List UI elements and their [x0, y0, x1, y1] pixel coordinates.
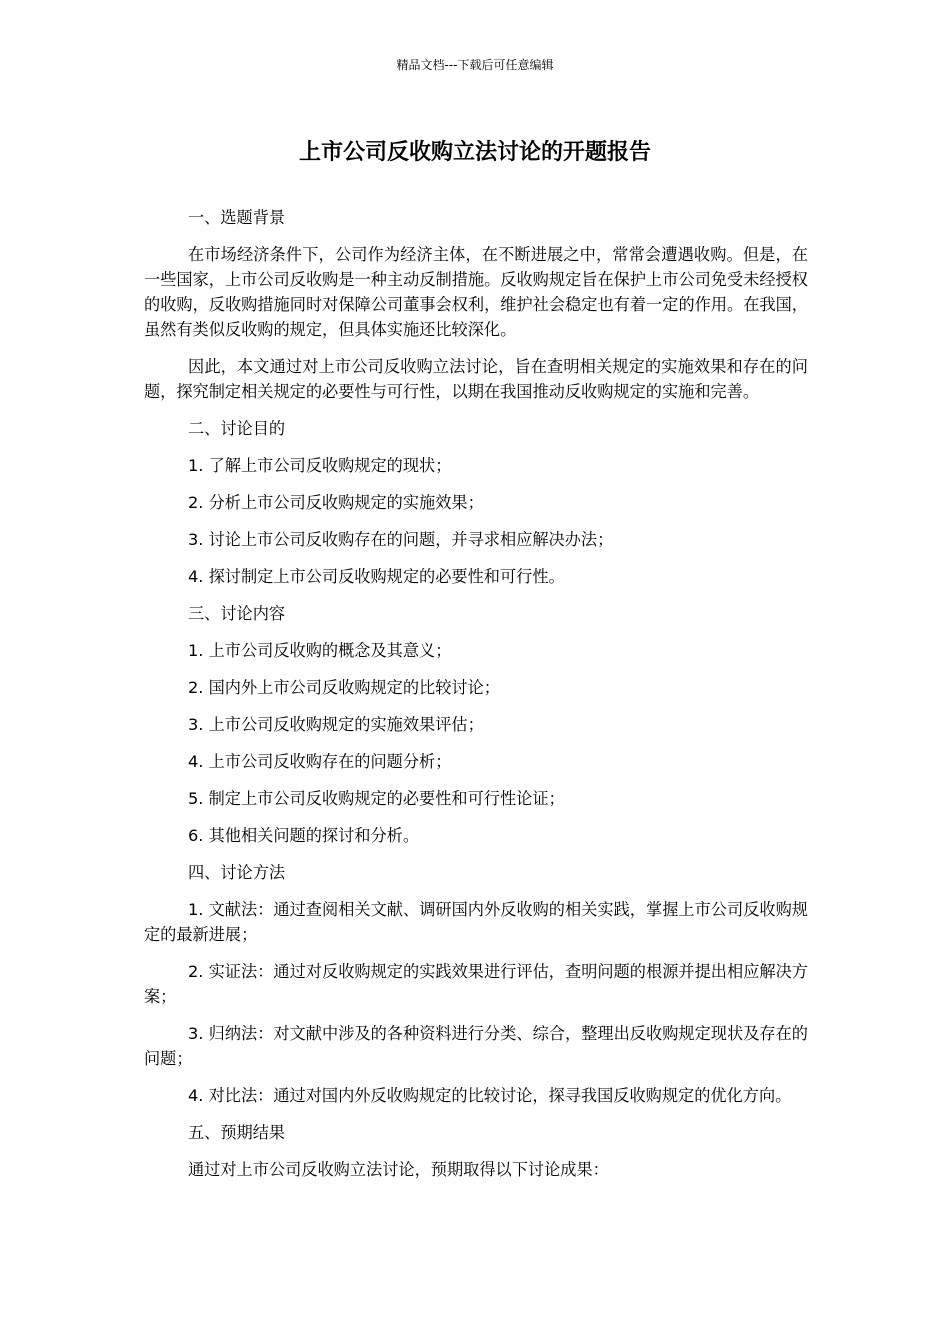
list-item-content-4: 4. 上市公司反收购存在的问题分析； [188, 752, 452, 771]
section-heading-expected-results: 五、预期结果 [188, 1123, 286, 1142]
section-heading-objectives: 二、讨论目的 [188, 419, 286, 438]
section-heading-content: 三、讨论内容 [188, 604, 286, 623]
list-item-objective-4: 4. 探讨制定上市公司反收购规定的必要性和可行性。 [188, 567, 565, 586]
list-item-method-1: 1. 文献法：通过查阅相关文献、调研国内外反收购的相关实践，掌握上市公司反收购规定的最新进展； [144, 900, 808, 944]
list-item-method-2: 2. 实证法：通过对反收购规定的实践效果进行评估，查明问题的根源并提出相应解决方案； [144, 962, 808, 1006]
page-header: 精品文档---下载后可任意编辑 [396, 58, 554, 72]
section-heading-background: 一、选题背景 [188, 208, 286, 227]
document-title: 上市公司反收购立法讨论的开题报告 [298, 140, 651, 165]
list-item-method-3: 3. 归纳法：对文献中涉及的各种资料进行分类、综合，整理出反收购规定现状及存在的问题； [144, 1024, 808, 1068]
list-item-method-4: 4. 对比法：通过对国内外反收购规定的比较讨论，探寻我国反收购规定的优化方向。 [188, 1086, 792, 1105]
list-item-content-6: 6. 其他相关问题的探讨和分析。 [188, 826, 420, 845]
list-item-objective-1: 1. 了解上市公司反收购规定的现状； [188, 456, 452, 475]
paragraph-expected-results: 通过对上市公司反收购立法讨论，预期取得以下讨论成果： [188, 1160, 609, 1179]
list-item-content-3: 3. 上市公司反收购规定的实施效果评估； [188, 715, 484, 734]
paragraph-purpose-intro: 因此，本文通过对上市公司反收购立法讨论，旨在查明相关规定的实施效果和存在的问题，探究制定相关规定的必要性与可行性，以期在我国推动反收购规定的实施和完善。 [144, 357, 808, 401]
list-item-content-5: 5. 制定上市公司反收购规定的必要性和可行性论证； [188, 789, 565, 808]
list-item-content-1: 1. 上市公司反收购的概念及其意义； [188, 641, 452, 660]
paragraph-background: 在市场经济条件下，公司作为经济主体，在不断进展之中，常常会遭遇收购。但是，在一些国家，上市公司反收购是一种主动反制措施。反收购规定旨在保护上市公司免受未经授权的收购，反收购措施同时对保障公司董事会权利，维护社会稳定也有着一定的作用。在我国，虽然有类似反收购的规定，但具体实施还比较深化。 [144, 245, 808, 339]
list-item-objective-3: 3. 讨论上市公司反收购存在的问题，并寻求相应解决办法； [188, 530, 614, 549]
document-body [144, 205, 808, 1194]
list-item-objective-2: 2. 分析上市公司反收购规定的实施效果； [188, 493, 484, 512]
list-item-content-2: 2. 国内外上市公司反收购规定的比较讨论； [188, 678, 500, 697]
section-heading-methods: 四、讨论方法 [188, 863, 286, 882]
